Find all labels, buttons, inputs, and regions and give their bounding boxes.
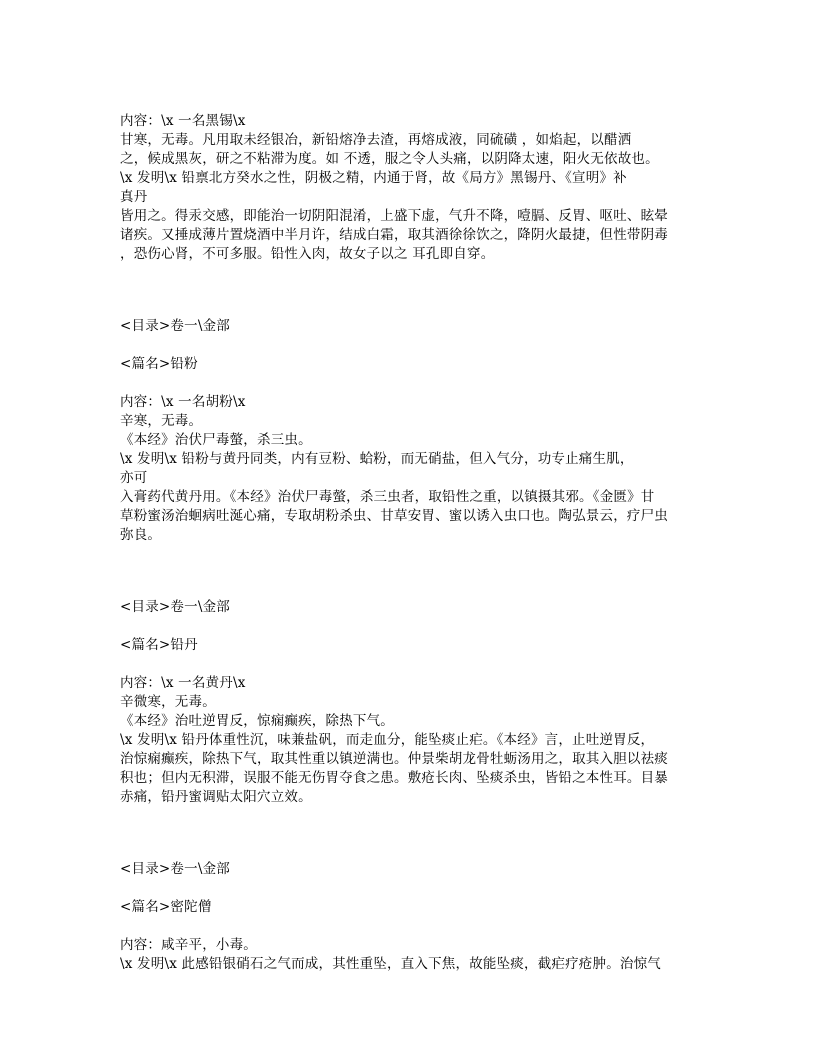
entry-title: <篇名>铅丹: [120, 637, 198, 653]
content-line: ，恐伤心肾，不可多服。铅性入肉，故女子以之 耳孔即自穿。: [120, 246, 495, 262]
section-spacer: [120, 264, 690, 317]
content-line: \x 发明\x 此感铅银硝石之气而成，其性重坠，直入下焦，故能坠痰，截疟疗疮肿。治惊气: [120, 956, 662, 972]
content-line: 之，候成黑灰，研之不粘滞为度。如 不透，服之令人头痛，以阴降太速，阳火无依故也。: [120, 151, 659, 167]
spacer: [120, 917, 690, 936]
entry-qianfen: [120, 317, 690, 545]
content-line: \x 发明\x 铅禀北方癸水之性，阴极之精，内通于肾，故《局方》黑锡丹、《宣明》补: [120, 170, 627, 186]
document-page: [120, 112, 690, 974]
section-spacer: [120, 545, 690, 598]
catalog-heading: <目录>卷一\金部: [120, 599, 230, 615]
entry-heixi: [120, 112, 690, 264]
entry-title: <篇名>密陀僧: [120, 899, 212, 915]
content-line: 草粉蜜汤治蛔病吐涎心痛，专取胡粉杀虫、甘草安胃、蜜以诱入虫口也。陶弘景云，疗尸虫: [120, 508, 668, 524]
content-line: 内容：\x 一名黑锡\x: [120, 113, 246, 129]
content-line: 积也；但内无积滞，误服不能无伤胃夺食之患。敷疮长肉、坠痰杀虫，皆铅之本性耳。目暴: [120, 770, 668, 786]
content-line: 治惊痫癫疾，除热下气，取其性重以镇逆满也。仲景柴胡龙骨牡蛎汤用之，取其入胆以祛痰: [120, 751, 668, 767]
content-line: 弥良。: [120, 527, 162, 543]
content-line: 皆用之。得汞交感，即能治一切阴阳混淆，上盛下虚，气升不降，噎膈、反胃、呕吐、眩晕: [120, 208, 668, 224]
content-line: 入膏药代黄丹用。《本经》治伏尸毒螫，杀三虫者，取铅性之重，以镇摄其邪。《金匮》甘: [120, 489, 655, 505]
content-line: 诸疾。又捶成薄片置烧酒中半月许，结成白霜，取其酒徐徐饮之，降阴火最捷，但性带阴毒: [120, 227, 668, 243]
content-line: 内容：咸辛平，小毒。: [120, 937, 257, 953]
entry-qiandan: [120, 598, 690, 807]
spacer: [120, 655, 690, 674]
content-line: 辛寒，无毒。: [120, 413, 203, 429]
content-line: 《本经》治吐逆胃反，惊痫癫疾，除热下气。: [120, 713, 394, 729]
spacer: [120, 879, 690, 898]
content-line: \x 发明\x 铅粉与黄丹同类，内有豆粉、蛤粉，而无硝盐，但入气分，功专止痛生肌，: [120, 451, 634, 467]
content-line: 甘寒，无毒。凡用取未经银冶，新铅熔净去渣，再熔成液，同硫磺 ，如焰起，以醋洒: [120, 132, 632, 148]
content-line: 赤痛，铅丹蜜调贴太阳穴立效。: [120, 789, 312, 805]
catalog-heading: <目录>卷一\金部: [120, 861, 230, 877]
entry-mituoseng: [120, 860, 690, 974]
content-line: 内容：\x 一名胡粉\x: [120, 394, 246, 410]
spacer: [120, 617, 690, 636]
content-line: \x 发明\x 铅丹体重性沉，味兼盐矾，而走血分，能坠痰止疟。《本经》言，止吐逆胃反，: [120, 732, 655, 748]
content-line: 亦可: [120, 470, 148, 486]
entry-title: <篇名>铅粉: [120, 356, 198, 372]
content-line: 内容：\x 一名黄丹\x: [120, 675, 246, 691]
spacer: [120, 374, 690, 393]
catalog-heading: <目录>卷一\金部: [120, 318, 230, 334]
content-line: 辛微寒，无毒。: [120, 694, 216, 710]
section-spacer: [120, 807, 690, 860]
content-line: 《本经》治伏尸毒螫，杀三虫。: [120, 432, 312, 448]
spacer: [120, 336, 690, 355]
content-line: 真丹: [120, 189, 148, 205]
